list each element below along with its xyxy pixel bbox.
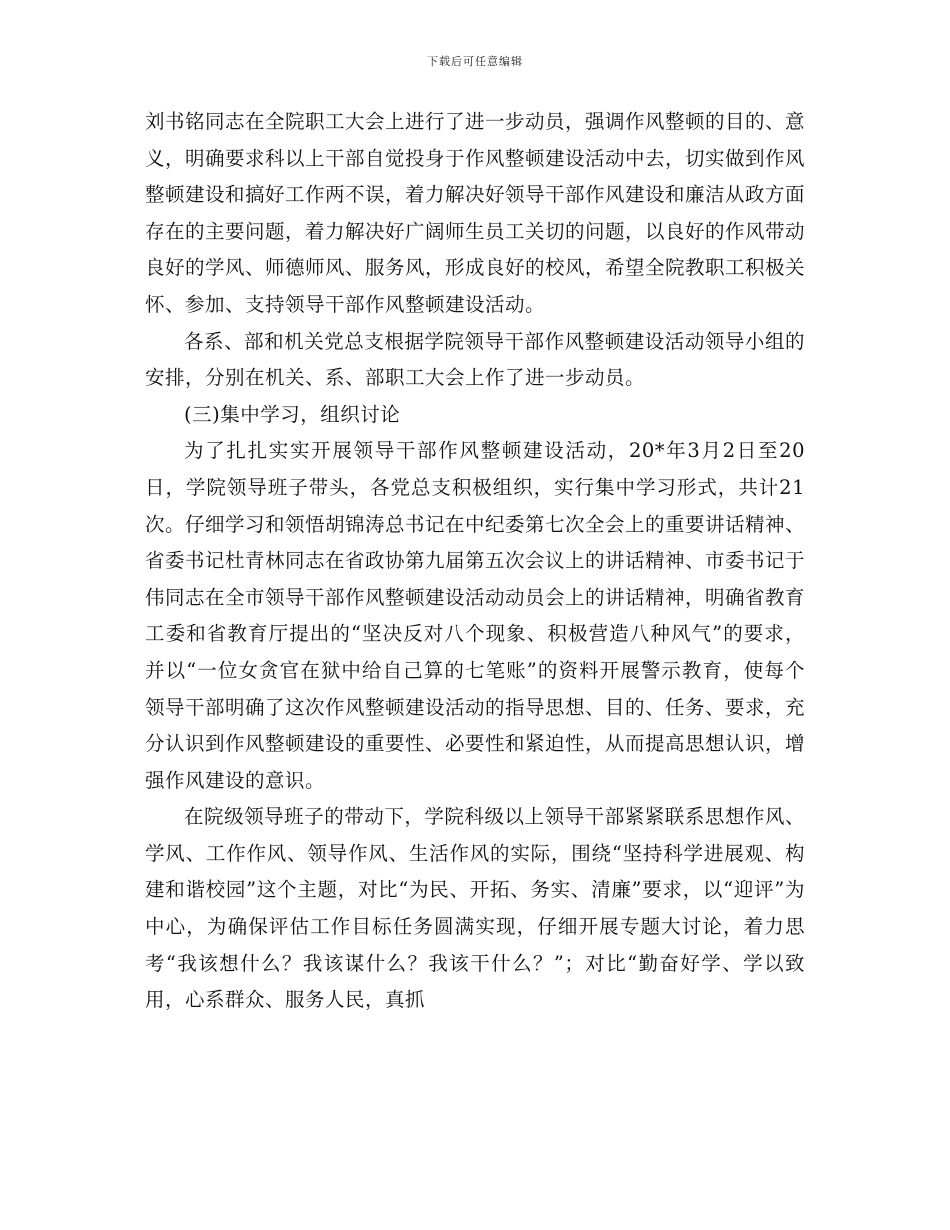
paragraph-4: 在院级领导班子的带动下，学院科级以上领导干部紧紧联系思想作风、学风、工作作风、领导作风、生活作风的实际，围绕“坚持科学进展观、构建和谐校园”这个主题，对比“为民、开拓、务实、清廉”要求，以“迎评”为中心，为确保评估工作目标任务圆满实现，仔细开展专题大讨论，着力思考“我该想什么？我该谋什么？我该干什么？”；对比“勤奋好学、学以致用，心系群众、服务人民，真抓 [145,805,805,1012]
paragraph-2: 各系、部和机关党总支根据学院领导干部作风整顿建设活动领导小组的安排，分别在机关、系、部职工大会上作了进一步动员。 [145,329,805,390]
paragraph-1: 刘书铭同志在全院职工大会上进行了进一步动员，强调作风整顿的目的、意义，明确要求科以上干部自觉投身于作风整顿建设活动中去，切实做到作风整顿建设和搞好工作两不误，着力解决好领导干部作风建设和廉洁从政方面存在的主要问题，着力解决好广阔师生员工关切的问题，以良好的作风带动良好的学风、师德师风、服务风，形成良好的校风，希望全院教职工积极关怀、参加、支持领导干部作风整顿建设活动。 [145,110,806,316]
document-body [145,104,805,1019]
section-heading: (三)集中学习，组织讨论 [184,402,401,426]
paragraph-3: 为了扎扎实实开展领导干部作风整顿建设活动，20*年3月2日至20日，学院领导班子带头，各党总支积极组织，实行集中学习形式，共计21次。仔细学习和领悟胡锦涛总书记在中纪委第七次全会上的重要讲话精神、省委书记杜青林同志在省政协第九届第五次会议上的讲话精神、市委书记于伟同志在全市领导干部作风整顿建设活动动员会上的讲话精神，明确省教育工委和省教育厅提出的“坚决反对八个现象、积极营造八种风气”的要求，并以“一位女贪官在狱中给自己算的七笔账”的资料开展警示教育，使每个领导干部明确了这次作风整顿建设活动的指导思想、目的、任务、要求，充分认识到作风整顿建设的重要性、必要性和紧迫性，从而提高思想认识，增强作风建设的意识。 [145,439,806,792]
page-header-note: 下载后可任意编辑 [427,55,523,68]
